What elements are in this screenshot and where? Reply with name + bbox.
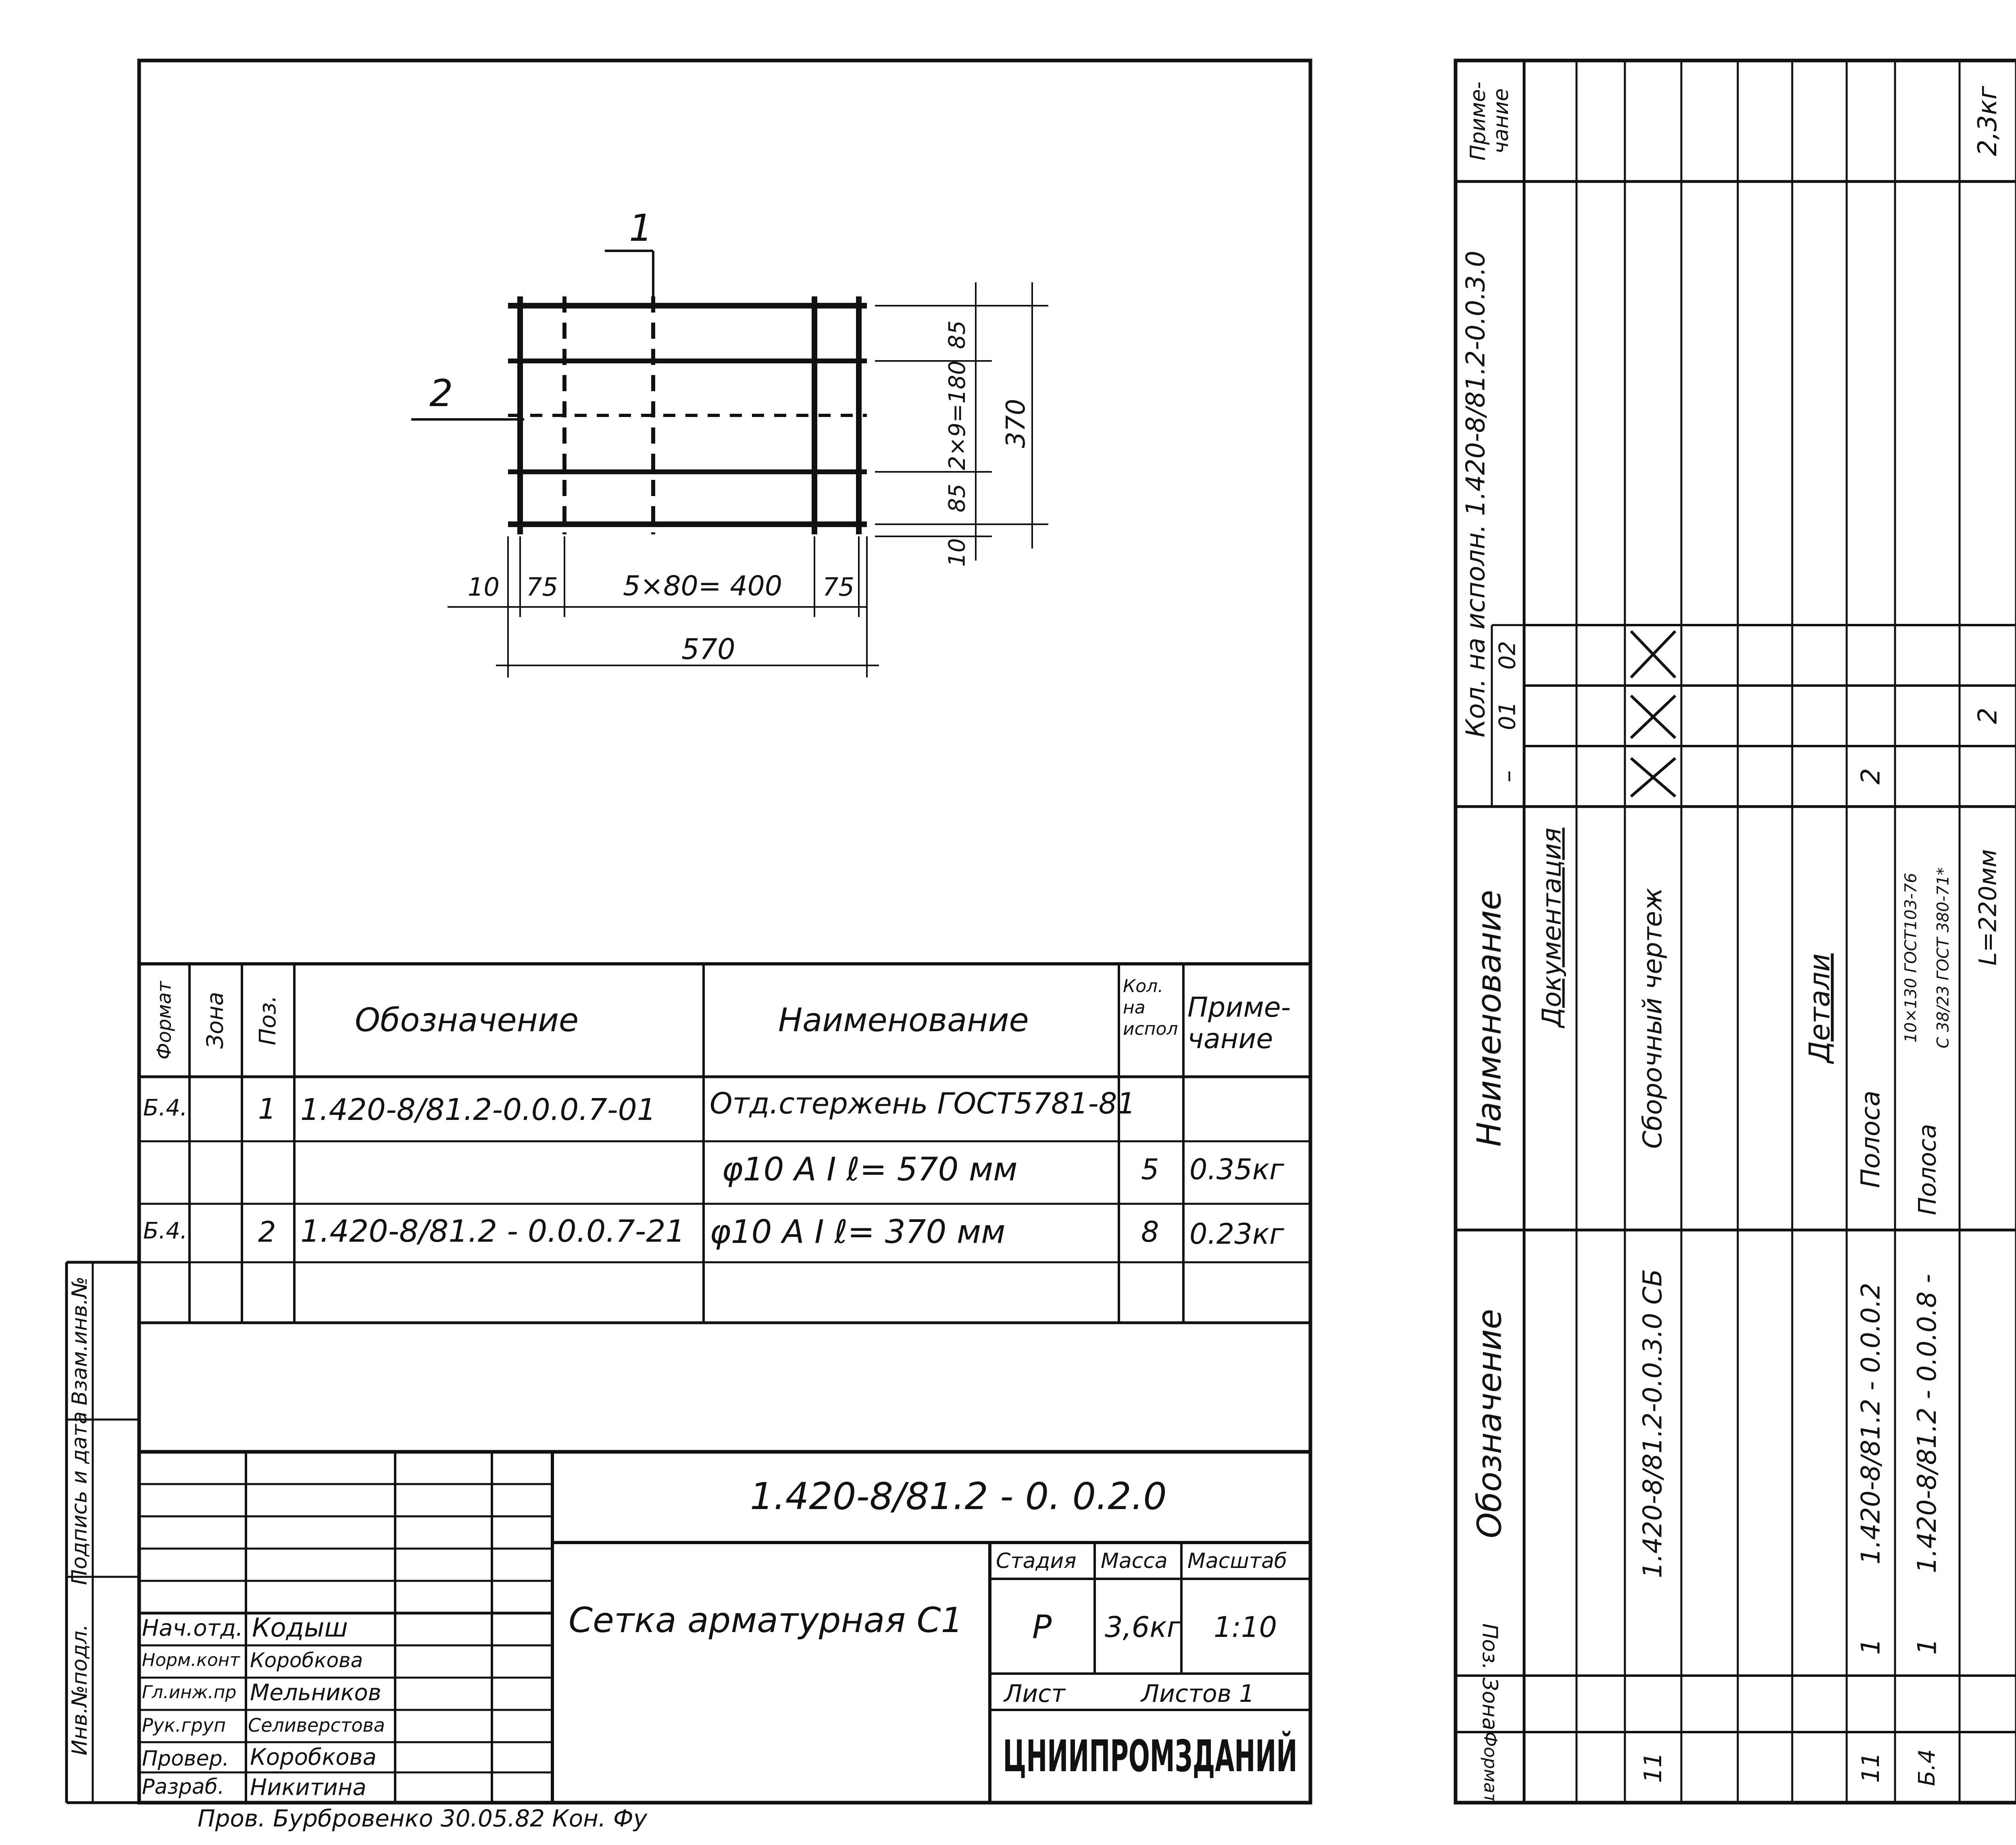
left-stage-value: Р [1032,1608,1052,1646]
left-person-3: Мельников [250,1680,381,1706]
left-role-4: Рук.груп [142,1714,226,1736]
r-row5-pos: 1 [1856,1638,1886,1655]
side-label-replace-inv: Взам.инв.№ [67,1276,92,1405]
left-scale-value: 1:10 [1214,1611,1277,1644]
r-row1-designation: 1.420-8/81.2-0.0.3.0 СБ [1638,1269,1668,1578]
r-row6-name: Полоса [1913,1124,1942,1215]
spec-header-pos: Поз. [254,995,281,1045]
r-row6-pos: 1 [1912,1638,1942,1655]
spec-row3-pos: 2 [258,1215,276,1249]
r-row1-format: 11 [1639,1752,1667,1783]
r-header-note: Приме- чание [1466,81,1514,161]
side-label-inv-no: Инв.№подл. [67,1624,92,1755]
spec-row3-format: Б.4. [143,1218,187,1244]
left-footer-approval-note: Пров. Бурбровенко 30.05.82 Кон. Фу [198,1805,648,1832]
r-row5-q0: 2 [1856,768,1886,785]
spec-header-name: Наименование [778,1001,1029,1039]
left-scale-label: Масштаб [1187,1549,1287,1573]
spec-header-note: Приме- чание [1187,992,1291,1055]
spec-header-designation: Обозначение [355,1001,579,1039]
spec-row3-name: φ10 А I ℓ= 370 мм [710,1213,1006,1251]
r-header-pos: Поз. [1477,1623,1502,1670]
dim-75-right: 75 [823,572,854,602]
r-doc-section-title: Документация [1537,828,1567,1028]
spec-row3-designation: 1.420-8/81.2 - 0.0.0.7-21 [300,1213,685,1249]
left-person-2: Коробкова [250,1649,363,1672]
r-row1-name: Сборочный чертеж [1638,888,1668,1149]
r-header-qty-group: Кол. на исполн. 1.420-8/81.2-0.0.3.0 [1461,250,1491,738]
r-header-col-02: 02 [1494,641,1521,670]
left-person-4: Селиверстова [248,1714,385,1736]
dim-85-bottom: 85 [944,484,971,513]
spec-row2-name: φ10 А I ℓ= 570 мм [722,1151,1018,1188]
spec-header-format: Формат [153,981,176,1060]
left-role-1: Нач.отд. [142,1615,243,1641]
r-details-heading: Детали [1803,953,1836,1063]
left-title-name: Сетка арматурная С1 [569,1600,963,1641]
left-role-3: Гл.инж.пр [142,1682,237,1703]
left-sheet-label: Лист [1004,1680,1066,1708]
spec-header-qty: Кол. на испол [1123,976,1178,1039]
spec-header-zone: Зона [202,992,229,1049]
r-header-zone: Зона [1477,1677,1502,1730]
left-role-2: Норм.конт [142,1650,240,1670]
r-header-col-base: – [1494,770,1522,782]
dim-2x9: 2×9=180 [944,361,971,470]
dim-75-left: 75 [526,572,558,602]
r-row7-name: L=220мм [1974,849,2002,966]
left-stage-label: Стадия [996,1549,1077,1573]
r-header-col-01: 01 [1494,701,1521,730]
r-row7-note: 2,3кг [1973,85,2003,156]
dim-10-bottom: 10 [944,538,971,567]
spec-row1-designation: 1.420-8/81.2-0.0.0.7-01 [300,1092,656,1127]
r-row5-format: 11 [1856,1752,1885,1783]
left-title-code: 1.420-8/81.2 - 0. 0.2.0 [750,1475,1167,1518]
left-person-6: Никитина [250,1774,367,1801]
left-org-stamp: ЦНИИПРОМЗДАНИЙ [1003,1731,1297,1782]
dim-570: 570 [681,633,735,666]
r-row5-name: Полоса [1856,1090,1886,1188]
r-row6-designation: 1.420-8/81.2 - 0.0.0.8 - [1912,1274,1942,1574]
left-role-6: Разраб. [142,1775,225,1799]
r-header-name: Наименование [1470,890,1509,1147]
spec-row2-note: 0.35кг [1189,1153,1284,1186]
dim-10-left: 10 [468,572,500,602]
left-person-1: Кодыш [252,1613,348,1643]
left-mass-value: 3,6кг [1105,1611,1182,1644]
r-row6-frac-bottom: С 38/23 ГОСТ 380-71* [1934,867,1953,1049]
spec-row3-qty: 8 [1141,1215,1159,1249]
left-person-5: Коробкова [250,1744,377,1770]
left-sheets-label: Листов 1 [1141,1680,1255,1708]
r-header-format: Формат [1480,1731,1501,1803]
left-mass-label: Масса [1101,1549,1168,1573]
spec-row3-note: 0.23кг [1189,1217,1284,1251]
spec-row1-pos: 1 [258,1092,276,1126]
dim-85-top: 85 [944,320,971,349]
r-row7-q1: 2 [1973,707,2003,724]
r-row6-format: Б.4 [1914,1749,1940,1786]
side-label-signature-date: Подпись и дата [67,1411,92,1585]
spec-row2-qty: 5 [1141,1153,1159,1186]
r-header-designation: Обозначение [1470,1309,1509,1539]
spec-row1-format: Б.4. [143,1095,187,1121]
r-row5-designation: 1.420-8/81.2 - 0.0.0.2 [1856,1282,1886,1565]
dim-370: 370 [1001,398,1031,448]
position-2-label: 2 [429,372,453,415]
dim-5x80: 5×80= 400 [623,570,783,602]
left-role-5: Провер. [142,1747,229,1771]
spec-row1-name: Отд.стержень ГОСТ5781-81 [710,1086,1136,1120]
r-row6-frac-top: 10×130 ГОСТ103-76 [1902,873,1921,1043]
position-1-label: 1 [629,206,653,250]
